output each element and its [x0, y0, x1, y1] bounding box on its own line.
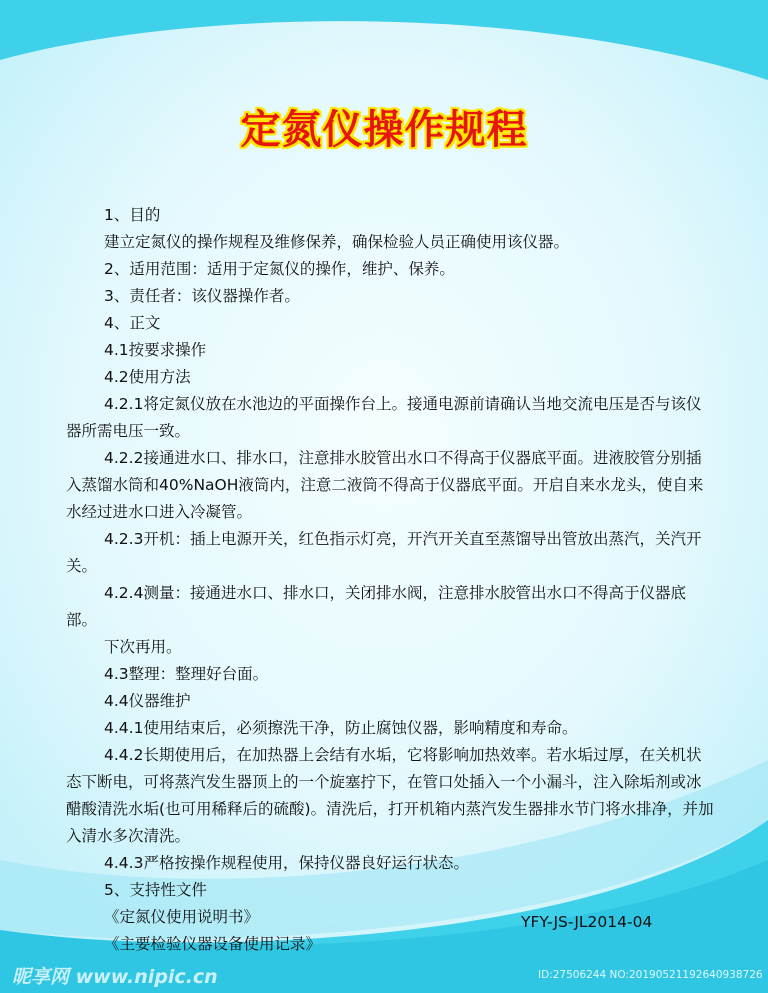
- body-line: 4.2.4测量：接通进水口、排水口，关闭排水阀，注意排水胶管出水口不得高于仪器底部。: [66, 584, 686, 629]
- body-line: 4.4.3严格按操作规程使用，保持仪器良好运行状态。: [104, 854, 469, 872]
- body-line: 下次再用。: [104, 638, 182, 656]
- watermark-id: ID:27506244 NO:20190521192640938726: [538, 969, 763, 981]
- body-line: 4.3整理：整理好台面。: [104, 665, 269, 683]
- body-line: 4.1按要求操作: [104, 341, 207, 359]
- body-line: 4.2.2接通进水口、排水口，注意排水胶管出水口不得高于仪器底平面。进液胶管分别插入蒸馏水筒和40%NaOH液筒内，注意二液筒不得高于仪器底平面。开启自来水龙头，使自来水经过进水口进入冷凝管。: [66, 449, 704, 521]
- body-line: 4.2.3开机：插上电源开关，红色指示灯亮，开汽开关直至蒸馏导出管放出蒸汽，关汽开关。: [66, 530, 702, 575]
- document-code: YFY-JS-JL2014-04: [521, 913, 653, 931]
- watermark-site: 昵享网 www.nipic.cn: [12, 966, 218, 988]
- body-line: 建立定氮仪的操作规程及维修保养，确保检验人员正确使用该仪器。: [104, 233, 570, 251]
- body-line: 《定氮仪使用说明书》: [104, 908, 260, 926]
- body-line: 4.2使用方法: [104, 368, 191, 386]
- document-body: [66, 202, 716, 958]
- body-line: 4、正文: [104, 314, 161, 332]
- body-line: 4.2.1将定氮仪放在水池边的平面操作台上。接通电源前请确认当地交流电压是否与该仪器所需电压一致。: [66, 395, 702, 440]
- body-line: 1、目的: [104, 206, 161, 224]
- body-line: 4.4.2长期使用后，在加热器上会结有水垢，它将影响加热效率。若水垢过厚，在关机状态下断电，可将蒸汽发生器顶上的一个旋塞拧下，在管口处插入一个小漏斗，注入除垢剂或冰醋酸清洗水垢(也可用稀释后的硫酸)。清洗后，打开机箱内蒸汽发生器排水节门将水排净，并加入清水多次清洗。: [66, 746, 714, 845]
- body-line: 2、适用范围：适用于定氮仪的操作，维护、保养。: [104, 260, 455, 278]
- page-title: 定氮仪操作规程: [240, 107, 528, 153]
- body-line: 3、责任者：该仪器操作者。: [104, 287, 300, 305]
- body-line: 4.4仪器维护: [104, 692, 191, 710]
- body-line: 4.4.1使用结束后，必须擦洗干净，防止腐蚀仪器，影响精度和寿命。: [104, 719, 578, 737]
- body-line: 《主要检验仪器设备使用记录》: [104, 935, 322, 953]
- body-line: 5、支持性文件: [104, 881, 207, 899]
